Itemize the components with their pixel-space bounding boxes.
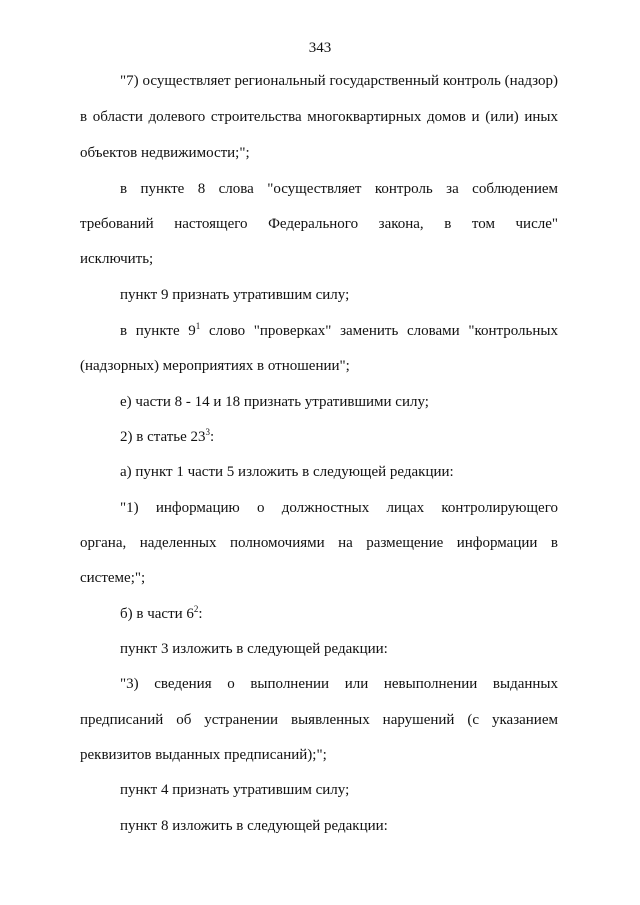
text-line-2: в области долевого строительства многоквартирных домов и (или) иных <box>80 109 558 125</box>
text-line-11 <box>120 428 558 446</box>
text-line-12: а) пункт 1 части 5 изложить в следующей редакции: <box>120 464 454 480</box>
text-line-7: пункт 9 признать утратившим силу; <box>120 287 350 303</box>
text-line-22: пункт 8 изложить в следующей редакции: <box>120 818 388 834</box>
text-line-21: пункт 4 признать утратившим силу; <box>120 782 350 798</box>
text-line-17: пункт 3 изложить в следующей редакции: <box>120 641 388 657</box>
text-line-16 <box>120 605 558 623</box>
page-number: 343 <box>308 40 332 56</box>
text-line-13: "1) информацию о должностных лицах контролирующего <box>120 500 558 516</box>
text-line-15: системе;"; <box>80 570 146 586</box>
text-line-4: в пункте 8 слова "осуществляет контроль за соблюдением <box>120 181 558 197</box>
text-line-10: е) части 8 - 14 и 18 признать утратившими силу; <box>120 394 429 410</box>
text-segment: б) в части 6 <box>120 606 194 622</box>
superscript: 1 <box>195 321 201 331</box>
text-line-1: "7) осуществляет региональный государственный контроль (надзор) <box>120 73 558 89</box>
text-segment: в пункте 9 <box>120 323 196 339</box>
text-line-3: объектов недвижимости;"; <box>80 145 250 161</box>
text-line-9: (надзорных) мероприятиях в отношении"; <box>80 358 350 374</box>
text-segment: 2) в статье 23 <box>120 429 206 445</box>
superscript: 3 <box>205 427 211 437</box>
text-line-19: предписаний об устранении выявленных нарушений (с указанием <box>80 712 558 728</box>
text-line-18: "3) сведения о выполнении или невыполнении выданных <box>120 676 558 692</box>
superscript: 2 <box>193 604 199 614</box>
text-segment: слово "проверках" заменить словами "контрольных <box>208 323 558 339</box>
text-line-8 <box>120 322 558 340</box>
text-line-6: исключить; <box>80 251 154 267</box>
text-line-5: требований настоящего Федерального закона, в том числе" <box>80 216 558 232</box>
text-line-20: реквизитов выданных предписаний);"; <box>80 747 327 763</box>
text-line-14: органа, наделенных полномочиями на размещение информации в <box>80 535 558 551</box>
text-segment: : <box>198 606 203 622</box>
text-segment: : <box>210 429 215 445</box>
